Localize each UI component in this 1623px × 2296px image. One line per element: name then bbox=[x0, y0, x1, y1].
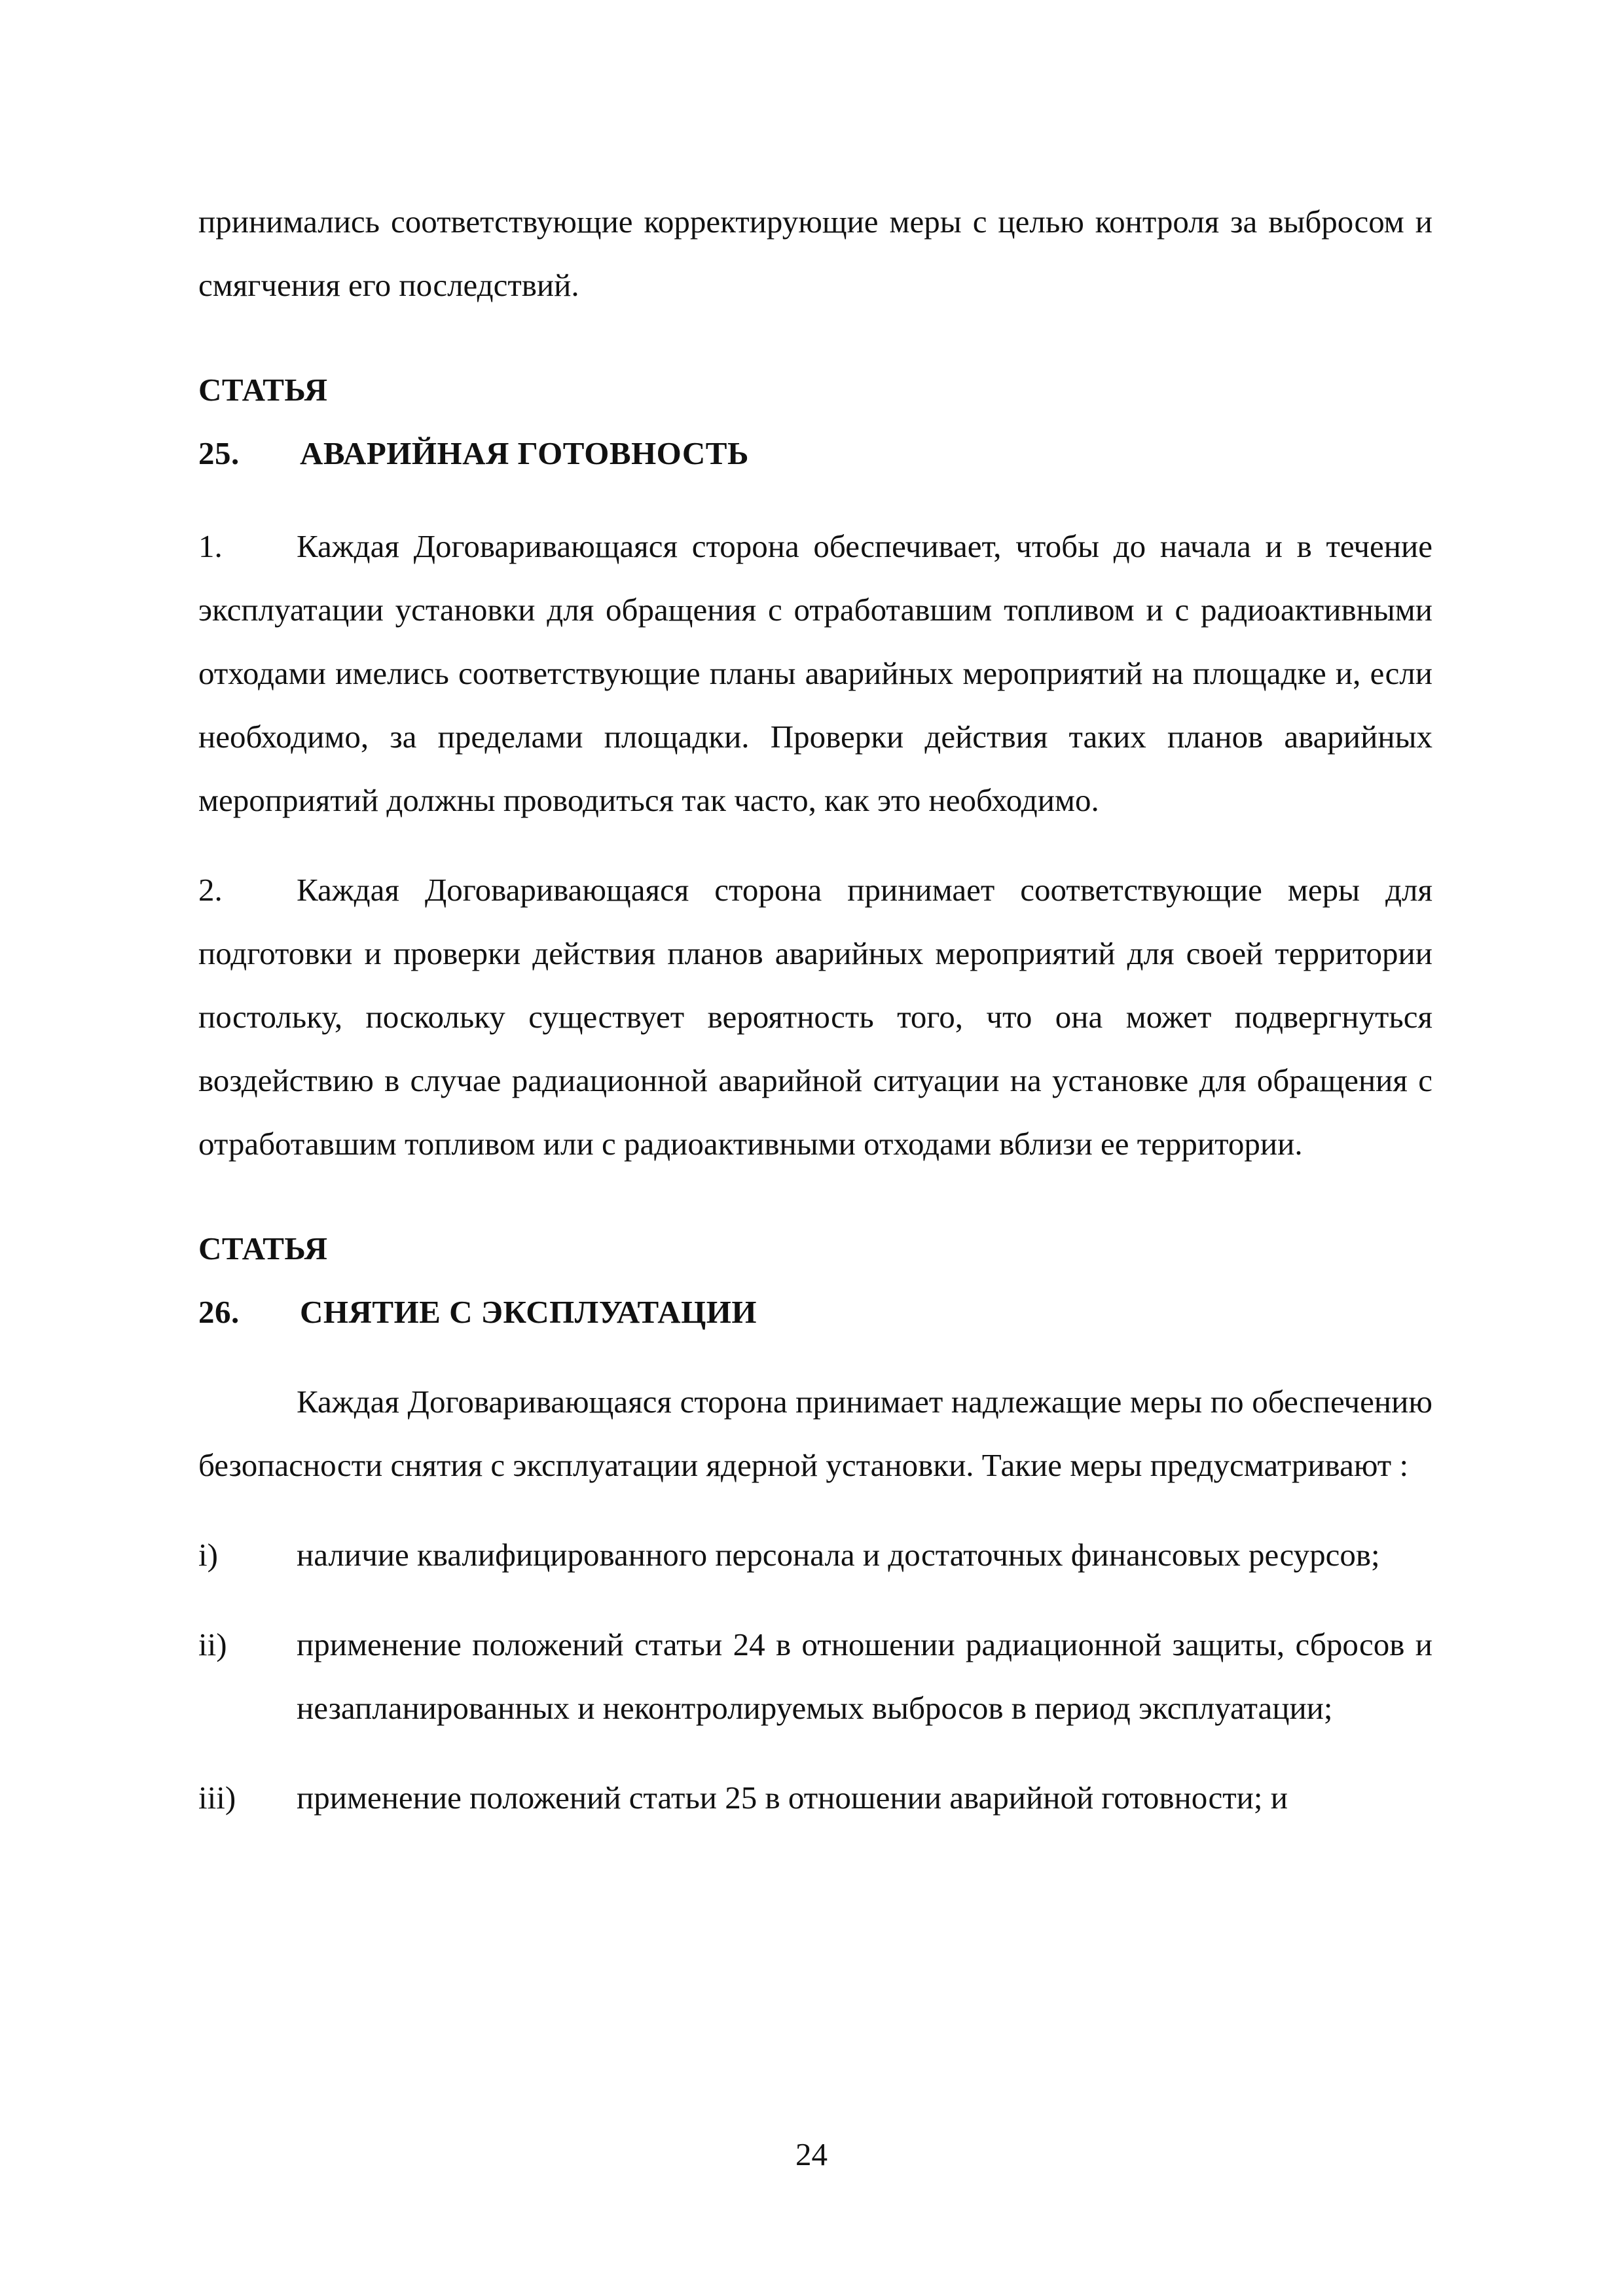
article-25-number: СТАТЬЯ 25. bbox=[198, 372, 328, 471]
article-26-number: СТАТЬЯ 26. bbox=[198, 1230, 328, 1330]
article-25-paragraph-1 bbox=[198, 514, 1432, 832]
list-item-marker: iii) bbox=[198, 1780, 236, 1816]
list-item-marker: i) bbox=[198, 1537, 218, 1573]
continuation-paragraph: принимались соответствующие корректирующие меры с целью контроля за выбросом и смягчения его последствий. bbox=[198, 204, 1432, 303]
list-item-marker: ii) bbox=[198, 1626, 227, 1662]
article-25-paragraph-2 bbox=[198, 858, 1432, 1175]
paragraph-marker: 2. bbox=[198, 872, 223, 908]
paragraph-marker: 1. bbox=[198, 528, 223, 564]
list-item bbox=[198, 1766, 1432, 1829]
document-page bbox=[198, 190, 1432, 1829]
paragraph-text: Каждая Договаривающаяся сторона принимает соответствующие меры для подготовки и проверки действия планов аварийных мероприятий для своей территории постольку, поскольку существует вероятность того, что она может подвергнуться воздействию в случае радиационной аварийной ситуации на установке для обращения с отработавшим топливом или с радиоактивными отходами вблизи ее территории. bbox=[198, 872, 1432, 1162]
article-25-heading bbox=[198, 358, 1432, 485]
article-26-heading bbox=[198, 1217, 1432, 1344]
list-item-text: применение положений статьи 25 в отношении аварийной готовности; и bbox=[297, 1780, 1288, 1816]
list-item bbox=[198, 1523, 1432, 1587]
page-number: 24 bbox=[795, 2136, 828, 2172]
list-item-text: применение положений статьи 24 в отношении радиационной защиты, сбросов и незапланированных и неконтролируемых выбросов в период эксплуатации; bbox=[297, 1626, 1432, 1726]
article-25-title: АВАРИЙНАЯ ГОТОВНОСТЬ bbox=[300, 435, 749, 471]
article-26-intro: Каждая Договаривающаяся сторона принимает надлежащие меры по обеспечению безопасности снятия с эксплуатации ядерной установки. Такие меры предусматривают : bbox=[198, 1384, 1432, 1483]
paragraph-text: Каждая Договаривающаяся сторона обеспечивает, чтобы до начала и в течение эксплуатации установки для обращения с отработавшим топливом и с радиоактивными отходами имелись соответствующие планы аварийных мероприятий на площадке и, если необходимо, за пределами площадки. Проверки действия таких планов аварийных мероприятий должны проводиться так часто, как это необходимо. bbox=[198, 528, 1432, 818]
list-item bbox=[198, 1613, 1432, 1740]
article-26-title: СНЯТИЕ С ЭКСПЛУАТАЦИИ bbox=[300, 1294, 757, 1330]
list-item-text: наличие квалифицированного персонала и достаточных финансовых ресурсов; bbox=[297, 1537, 1380, 1573]
